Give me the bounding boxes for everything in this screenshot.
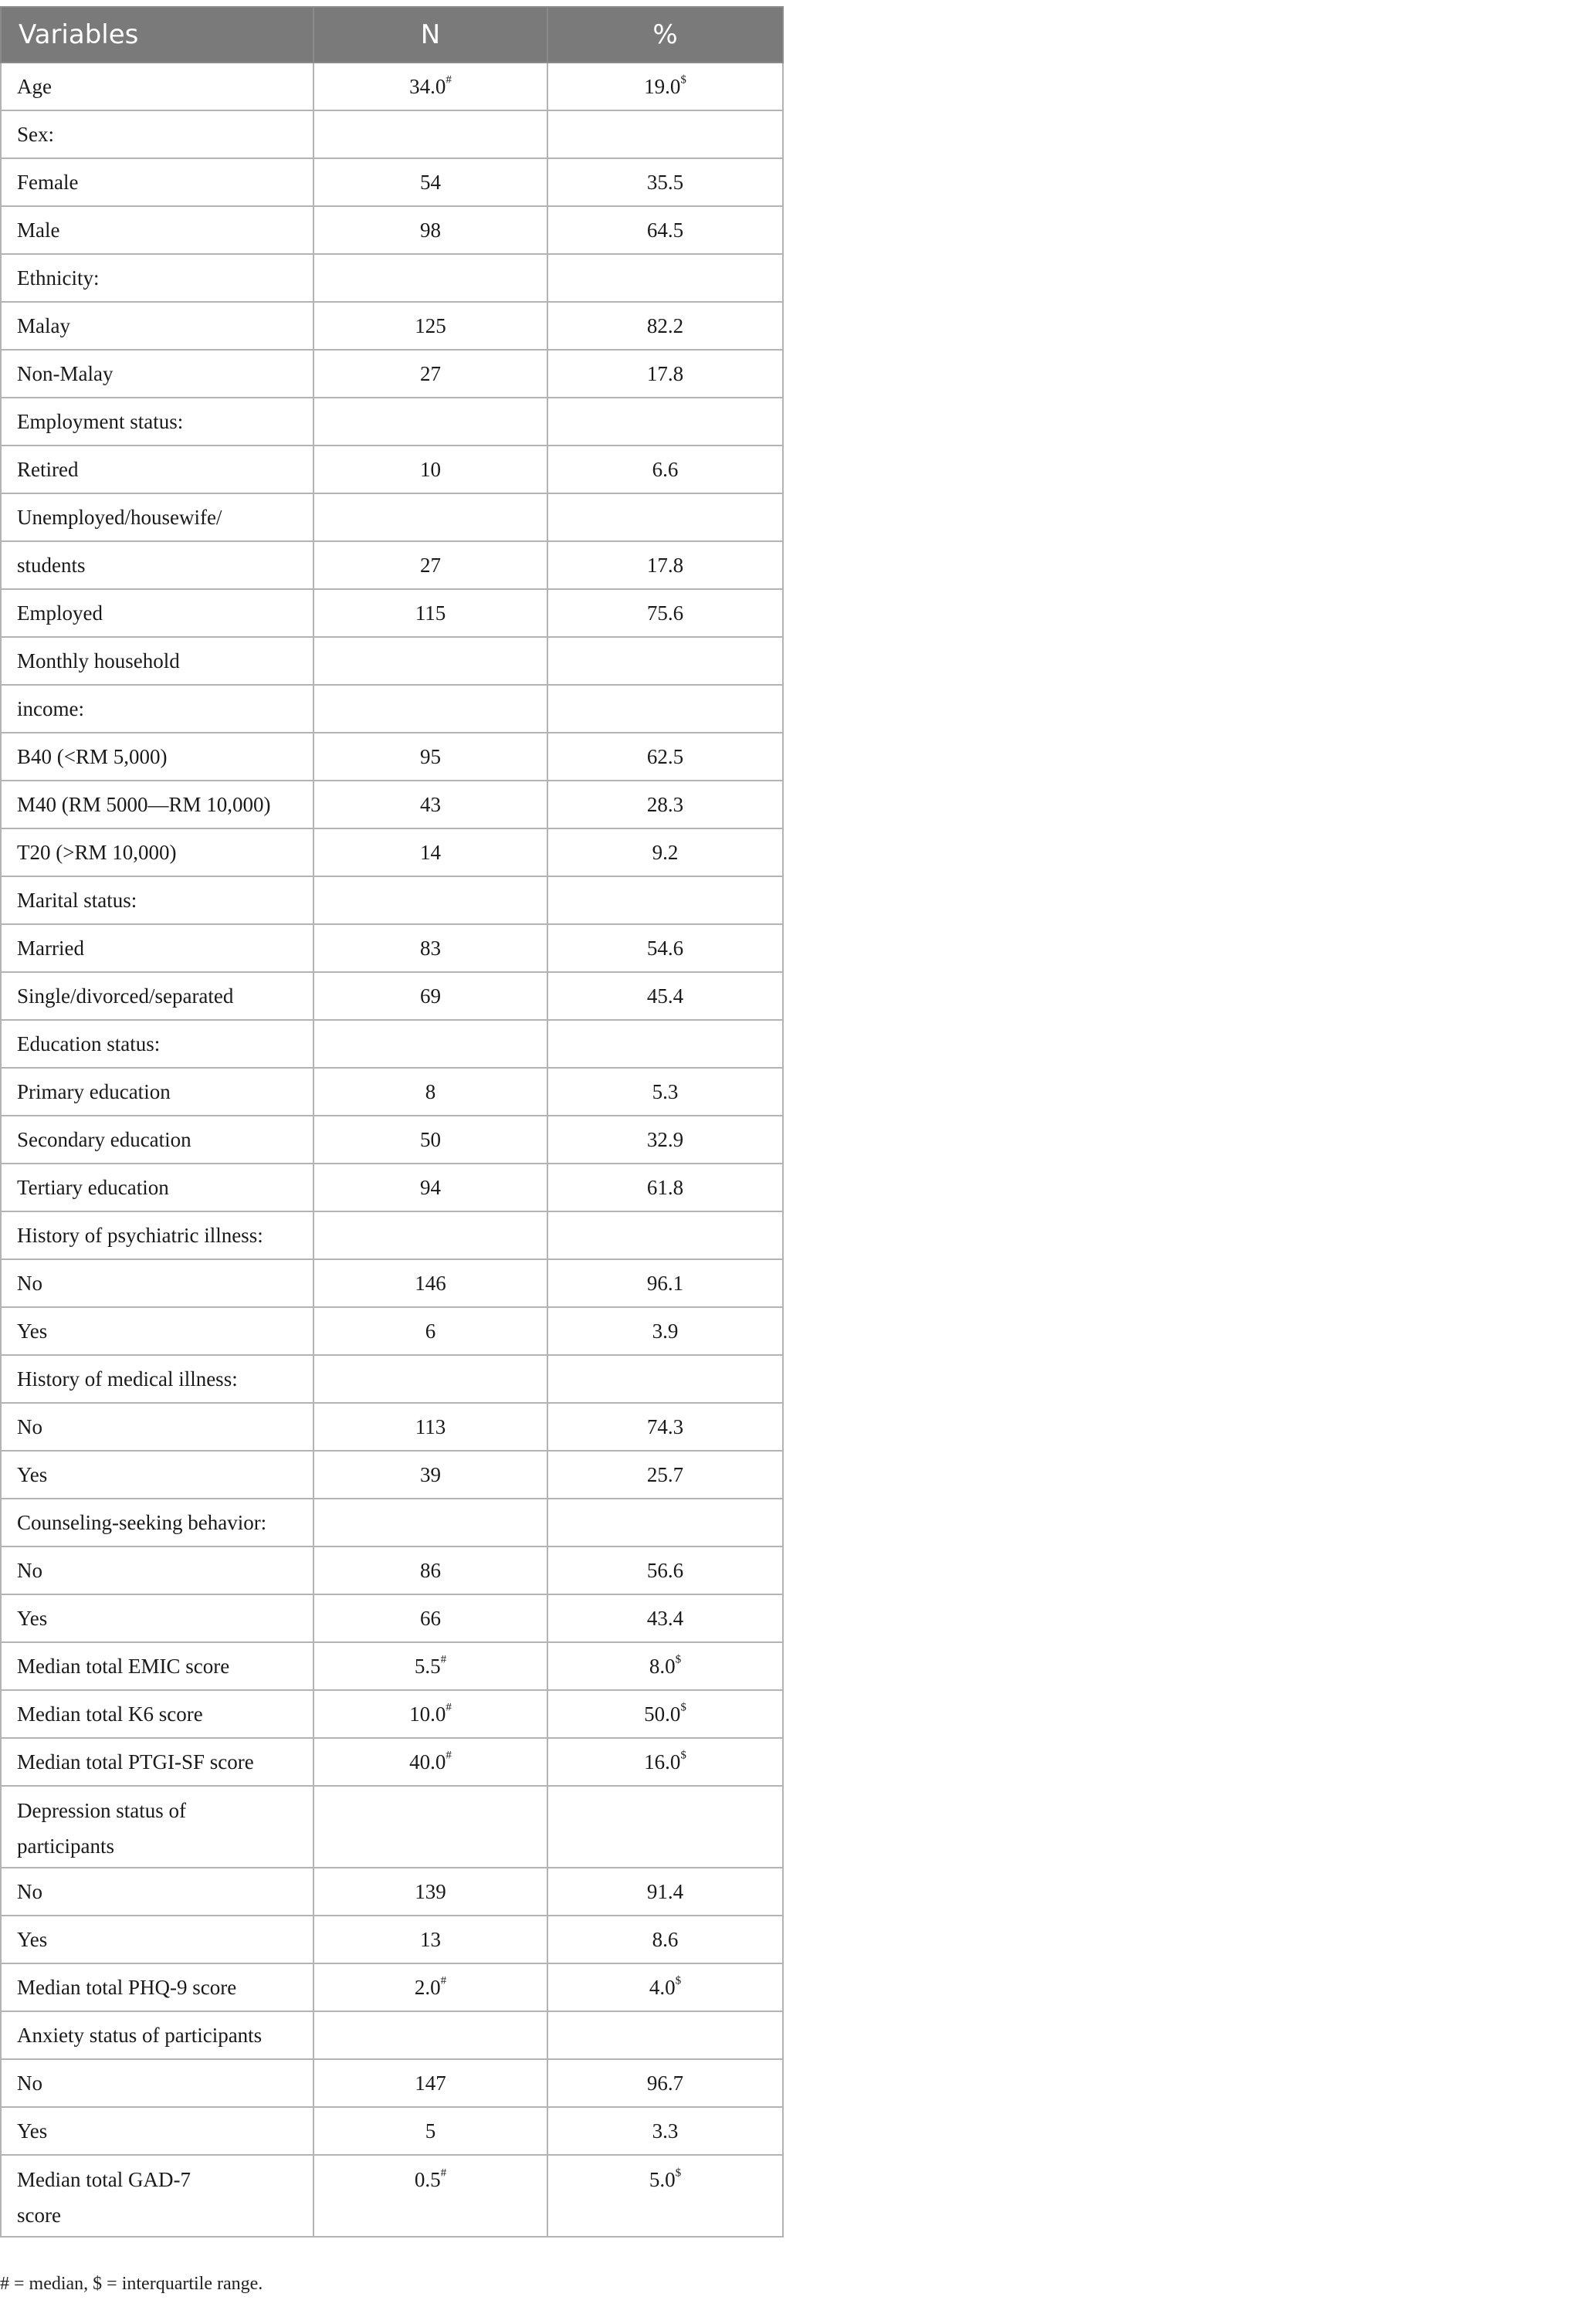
percent-cell [547, 2011, 783, 2059]
table-row [1, 2155, 783, 2237]
percent-cell-value: 17.8 [646, 361, 684, 385]
table-row [1, 206, 783, 254]
n-cell-value: 39 [420, 1462, 441, 1486]
n-cell [313, 2107, 547, 2155]
n-cell [313, 924, 547, 972]
percent-cell-value: 5.3 [652, 1079, 679, 1103]
variable-cell: Yes [1, 1916, 313, 1963]
table-row [1, 1594, 783, 1642]
table-row [1, 1355, 783, 1403]
variable-cell: Malay [1, 302, 313, 350]
percent-cell-value: 62.5 [646, 744, 684, 768]
n-cell-value: 5.5 [414, 1654, 441, 1678]
percent-cell [547, 1451, 783, 1499]
n-cell [313, 1068, 547, 1116]
n-cell-value: 34.0 [409, 74, 446, 98]
n-cell [313, 1546, 547, 1594]
percent-cell [547, 350, 783, 398]
table-row [1, 924, 783, 972]
table-row [1, 1259, 783, 1307]
percent-cell [547, 828, 783, 876]
n-cell-value: 2.0 [414, 1975, 441, 1999]
variable-cell: No [1, 1868, 313, 1916]
percent-cell [547, 1164, 783, 1211]
table-row [1, 828, 783, 876]
table-row [1, 1211, 783, 1259]
table-row [1, 1963, 783, 2011]
n-cell [313, 1499, 547, 1546]
percent-cell-value: 5.0 [649, 2168, 676, 2191]
n-cell-value: 14 [420, 840, 441, 864]
n-cell-value: 98 [420, 218, 441, 242]
variable-cell: Tertiary education [1, 1164, 313, 1211]
percent-cell [547, 1116, 783, 1164]
table-row [1, 1116, 783, 1164]
percent-cell-value: 56.6 [646, 1558, 684, 1582]
percent-cell [547, 63, 783, 110]
percent-cell-value: 8.0 [649, 1654, 676, 1678]
variable-cell [1, 1786, 313, 1868]
percent-cell-value: 35.5 [646, 170, 684, 194]
n-cell [313, 1211, 547, 1259]
header-percent: % [547, 7, 783, 63]
n-cell [313, 1259, 547, 1307]
percent-cell-value: 17.8 [646, 553, 684, 577]
variable-cell: Education status: [1, 1020, 313, 1068]
header-row [1, 7, 783, 63]
table-row [1, 1307, 783, 1355]
variable-cell: B40 (<RM 5,000) [1, 733, 313, 781]
n-cell [313, 1594, 547, 1642]
percent-cell [547, 2155, 783, 2237]
percent-cell [547, 541, 783, 589]
n-cell-value: 13 [420, 1927, 441, 1951]
variable-cell: Married [1, 924, 313, 972]
percent-cell [547, 1786, 783, 1868]
n-cell-value: 27 [420, 361, 441, 385]
n-cell-value: 40.0 [409, 1750, 446, 1773]
table-container [0, 6, 784, 2238]
table-row [1, 1403, 783, 1451]
variable-cell: Yes [1, 1307, 313, 1355]
statistic-marker: $ [680, 1749, 686, 1761]
n-cell [313, 781, 547, 828]
percent-cell-value: 16.0 [644, 1750, 681, 1773]
variable-cell: Non-Malay [1, 350, 313, 398]
table-row [1, 1738, 783, 1786]
percent-cell-value: 43.4 [646, 1606, 684, 1630]
statistic-marker: $ [680, 73, 686, 86]
n-cell [313, 398, 547, 445]
n-cell-value: 139 [415, 1879, 446, 1903]
n-cell [313, 1642, 547, 1690]
variable-cell: Yes [1, 1594, 313, 1642]
variable-label-line: score [17, 2204, 61, 2227]
variable-cell: Median total EMIC score [1, 1642, 313, 1690]
variable-cell: No [1, 1403, 313, 1451]
n-cell [313, 1403, 547, 1451]
variable-cell: No [1, 2059, 313, 2107]
table-row [1, 302, 783, 350]
variable-cell: Median total PHQ-9 score [1, 1963, 313, 2011]
n-cell [313, 1738, 547, 1786]
percent-cell [547, 589, 783, 637]
table-row [1, 1068, 783, 1116]
table-row [1, 1868, 783, 1916]
variable-cell: Median total PTGI-SF score [1, 1738, 313, 1786]
percent-cell-value: 3.9 [652, 1319, 679, 1343]
percent-cell [547, 972, 783, 1020]
percent-cell [547, 302, 783, 350]
variable-label-line: Median total GAD-7 [17, 2168, 191, 2191]
n-cell [313, 445, 547, 493]
percent-cell [547, 1307, 783, 1355]
n-cell [313, 1963, 547, 2011]
table-row [1, 589, 783, 637]
variable-cell: No [1, 1259, 313, 1307]
variable-cell: Employed [1, 589, 313, 637]
percent-cell [547, 110, 783, 158]
statistic-marker: $ [675, 1974, 682, 1987]
statistic-marker: $ [675, 1653, 682, 1665]
percent-cell [547, 1259, 783, 1307]
n-cell-value: 86 [420, 1558, 441, 1582]
percent-cell [547, 876, 783, 924]
variable-cell [1, 2155, 313, 2237]
percent-cell-value: 50.0 [644, 1702, 681, 1726]
n-cell [313, 1355, 547, 1403]
variable-cell: Female [1, 158, 313, 206]
n-cell [313, 1020, 547, 1068]
percent-cell-value: 25.7 [646, 1462, 684, 1486]
variable-cell: students [1, 541, 313, 589]
n-cell [313, 2059, 547, 2107]
n-cell-value: 69 [420, 984, 441, 1008]
variable-label-line: Depression status of [17, 1799, 186, 1822]
table-row [1, 350, 783, 398]
table-row [1, 63, 783, 110]
percent-cell-value: 9.2 [652, 840, 679, 864]
n-cell-value: 50 [420, 1127, 441, 1151]
n-cell-value: 94 [420, 1175, 441, 1199]
statistic-marker: # [446, 1701, 452, 1713]
percent-cell-value: 4.0 [649, 1975, 676, 1999]
n-cell [313, 158, 547, 206]
n-cell [313, 876, 547, 924]
n-cell [313, 972, 547, 1020]
variable-cell: Counseling-seeking behavior: [1, 1499, 313, 1546]
statistic-marker: $ [675, 2166, 682, 2180]
percent-cell [547, 1499, 783, 1546]
variable-label-line: participants [17, 1834, 114, 1858]
n-cell [313, 828, 547, 876]
table-row [1, 493, 783, 541]
n-cell-value: 66 [420, 1606, 441, 1630]
percent-cell [547, 158, 783, 206]
variable-cell: income: [1, 685, 313, 733]
n-cell-value: 54 [420, 170, 441, 194]
variable-cell: History of medical illness: [1, 1355, 313, 1403]
table-row [1, 254, 783, 302]
n-cell [313, 733, 547, 781]
percent-cell-value: 32.9 [646, 1127, 684, 1151]
table-row [1, 972, 783, 1020]
n-cell-value: 113 [415, 1414, 446, 1438]
table-row [1, 685, 783, 733]
n-cell-value: 6 [425, 1319, 436, 1343]
percent-cell-value: 96.7 [646, 2071, 684, 2095]
n-cell [313, 685, 547, 733]
percent-cell-value: 6.6 [652, 457, 679, 481]
variable-cell: Ethnicity: [1, 254, 313, 302]
variable-cell: Age [1, 63, 313, 110]
table-row [1, 2059, 783, 2107]
header-variables: Variables [1, 7, 313, 63]
table-row [1, 1642, 783, 1690]
percent-cell-value: 96.1 [646, 1271, 684, 1295]
n-cell [313, 1116, 547, 1164]
n-cell [313, 63, 547, 110]
n-cell-value: 0.5 [414, 2168, 441, 2191]
variable-cell: Sex: [1, 110, 313, 158]
table-row [1, 1786, 783, 1868]
percent-cell [547, 1690, 783, 1738]
variable-cell: Primary education [1, 1068, 313, 1116]
variable-cell: Monthly household [1, 637, 313, 685]
table-footnote: # = median, $ = interquartile range. [0, 2274, 263, 2294]
n-cell [313, 1690, 547, 1738]
percent-cell [547, 685, 783, 733]
statistic-marker: # [440, 2166, 447, 2180]
variable-cell: Yes [1, 1451, 313, 1499]
variable-cell: T20 (>RM 10,000) [1, 828, 313, 876]
n-cell [313, 2155, 547, 2237]
variable-cell: Median total K6 score [1, 1690, 313, 1738]
n-cell [313, 1451, 547, 1499]
percent-cell-value: 61.8 [646, 1175, 684, 1199]
percent-cell-value: 45.4 [646, 984, 684, 1008]
variable-cell: Employment status: [1, 398, 313, 445]
variable-cell: Retired [1, 445, 313, 493]
percent-cell [547, 1068, 783, 1116]
table-row [1, 781, 783, 828]
percent-cell [547, 1642, 783, 1690]
statistic-marker: # [446, 73, 452, 86]
n-cell [313, 493, 547, 541]
table-row [1, 2011, 783, 2059]
n-cell-value: 125 [415, 313, 446, 337]
table-row [1, 158, 783, 206]
n-cell-value: 10 [420, 457, 441, 481]
table-row [1, 876, 783, 924]
percent-cell-value: 54.6 [646, 936, 684, 960]
percent-cell [547, 254, 783, 302]
n-cell [313, 206, 547, 254]
percent-cell-value: 28.3 [646, 792, 684, 816]
percent-cell-value: 3.3 [652, 2119, 679, 2143]
variable-cell: No [1, 1546, 313, 1594]
table-row [1, 1451, 783, 1499]
table-row [1, 1690, 783, 1738]
percent-cell [547, 1211, 783, 1259]
n-cell-value: 43 [420, 792, 441, 816]
percent-cell [547, 1546, 783, 1594]
percent-cell-value: 64.5 [646, 218, 684, 242]
percent-cell [547, 1916, 783, 1963]
n-cell [313, 637, 547, 685]
header-n: N [313, 7, 547, 63]
demographics-table [0, 6, 784, 2238]
percent-cell [547, 733, 783, 781]
n-cell [313, 1786, 547, 1868]
n-cell-value: 5 [425, 2119, 436, 2143]
percent-cell [547, 1594, 783, 1642]
table-row [1, 1020, 783, 1068]
percent-cell-value: 8.6 [652, 1927, 679, 1951]
table-row [1, 1164, 783, 1211]
percent-cell [547, 1868, 783, 1916]
statistic-marker: # [440, 1653, 447, 1665]
percent-cell [547, 398, 783, 445]
n-cell [313, 302, 547, 350]
n-cell [313, 110, 547, 158]
percent-cell [547, 206, 783, 254]
n-cell [313, 1307, 547, 1355]
percent-cell-value: 74.3 [646, 1414, 684, 1438]
variable-cell: Single/divorced/separated [1, 972, 313, 1020]
table-row [1, 2107, 783, 2155]
percent-cell [547, 445, 783, 493]
n-cell-value: 27 [420, 553, 441, 577]
variable-cell: Unemployed/housewife/ [1, 493, 313, 541]
statistic-marker: # [446, 1749, 452, 1761]
table-row [1, 733, 783, 781]
variable-cell: Male [1, 206, 313, 254]
table-row [1, 398, 783, 445]
variable-cell: Secondary education [1, 1116, 313, 1164]
n-cell [313, 2011, 547, 2059]
percent-cell-value: 91.4 [646, 1879, 684, 1903]
table-body [1, 63, 783, 2237]
n-cell [313, 1164, 547, 1211]
n-cell-value: 83 [420, 936, 441, 960]
table-row [1, 445, 783, 493]
variable-cell: Anxiety status of participants [1, 2011, 313, 2059]
n-cell [313, 1868, 547, 1916]
table-row [1, 1546, 783, 1594]
n-cell-value: 95 [420, 744, 441, 768]
n-cell [313, 254, 547, 302]
percent-cell [547, 1355, 783, 1403]
n-cell [313, 350, 547, 398]
variable-cell: Marital status: [1, 876, 313, 924]
percent-cell-value: 19.0 [644, 74, 681, 98]
variable-cell: History of psychiatric illness: [1, 1211, 313, 1259]
table-row [1, 1916, 783, 1963]
percent-cell [547, 1403, 783, 1451]
n-cell-value: 115 [415, 601, 446, 625]
percent-cell [547, 493, 783, 541]
n-cell-value: 10.0 [409, 1702, 446, 1726]
percent-cell [547, 924, 783, 972]
percent-cell [547, 1738, 783, 1786]
percent-cell [547, 2059, 783, 2107]
variable-cell: M40 (RM 5000—RM 10,000) [1, 781, 313, 828]
percent-cell-value: 82.2 [646, 313, 684, 337]
n-cell-value: 8 [425, 1079, 436, 1103]
percent-cell [547, 1020, 783, 1068]
statistic-marker: $ [680, 1701, 686, 1713]
n-cell [313, 589, 547, 637]
table-row [1, 637, 783, 685]
variable-cell: Yes [1, 2107, 313, 2155]
statistic-marker: # [440, 1974, 447, 1987]
n-cell-value: 147 [415, 2071, 446, 2095]
percent-cell [547, 2107, 783, 2155]
percent-cell-value: 75.6 [646, 601, 684, 625]
percent-cell [547, 637, 783, 685]
n-cell [313, 541, 547, 589]
n-cell-value: 146 [415, 1271, 446, 1295]
percent-cell [547, 1963, 783, 2011]
table-row [1, 1499, 783, 1546]
table-row [1, 541, 783, 589]
percent-cell [547, 781, 783, 828]
table-row [1, 110, 783, 158]
n-cell [313, 1916, 547, 1963]
